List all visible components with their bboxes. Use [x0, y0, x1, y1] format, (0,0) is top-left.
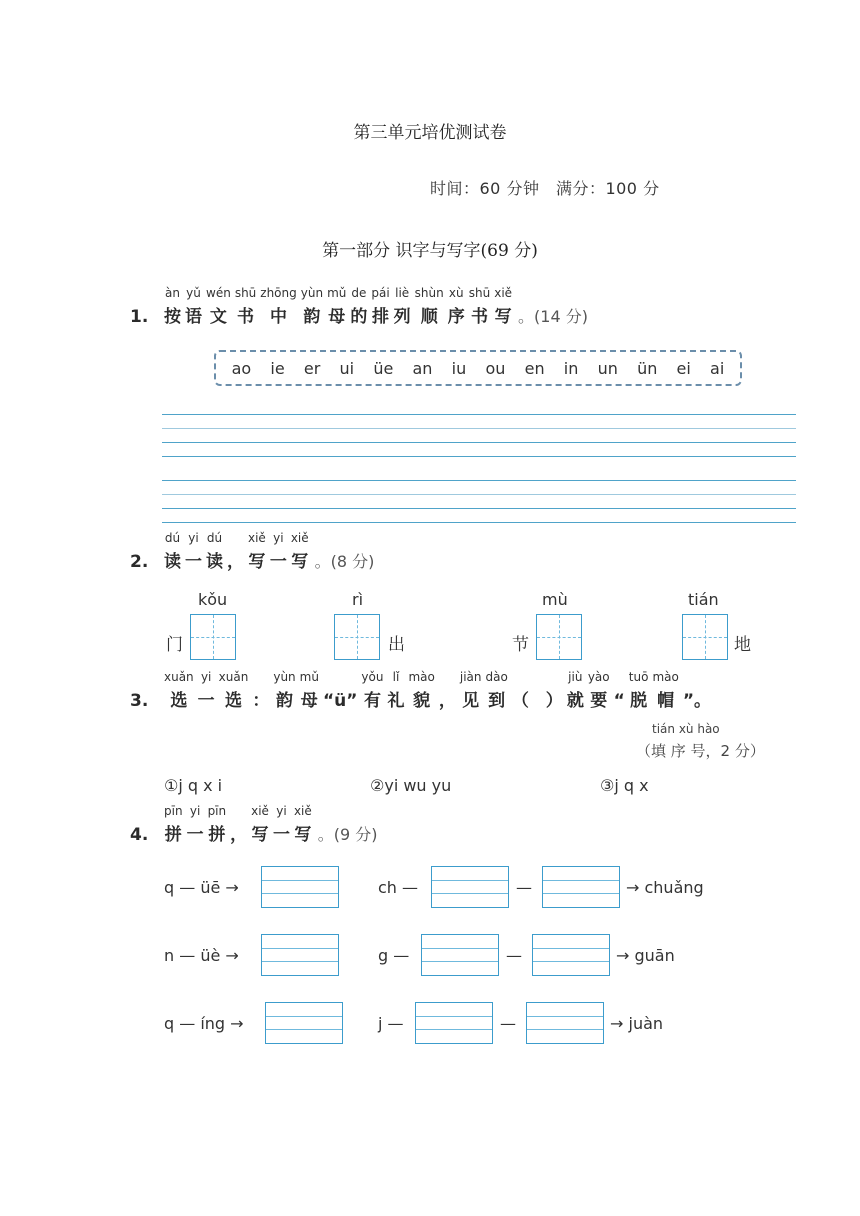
prompt-char — [235, 286, 256, 327]
option-1[interactable]: ①j q x i — [164, 776, 223, 795]
spell-left-label: n — üè → — [164, 946, 239, 965]
char-hanzi: 要 — [590, 691, 608, 711]
prompt-char — [206, 531, 223, 572]
exam-meta: 时间：60 分钟 满分：100 分 — [430, 179, 660, 198]
char-pinyin: yi — [200, 670, 212, 684]
char-pinyin: jiù — [568, 670, 583, 684]
char-pinyin: mào — [408, 670, 435, 684]
item-pinyin: mù — [542, 590, 568, 609]
write-box[interactable] — [542, 866, 620, 908]
final-item: an — [412, 358, 433, 378]
char-pinyin: xiě — [248, 531, 266, 545]
char-pinyin: yùn — [300, 286, 324, 300]
char-pinyin: pīn — [207, 804, 227, 818]
prompt-char — [323, 675, 357, 711]
prompt-char — [185, 286, 202, 327]
char-hanzi: 一 — [185, 552, 202, 572]
char-pinyin: yi — [273, 531, 284, 545]
item-pinyin: rì — [352, 590, 364, 609]
tian-grid-box[interactable] — [190, 614, 236, 660]
char-hanzi: “ — [613, 691, 625, 711]
prompt-char — [230, 804, 247, 845]
prompt-char — [260, 286, 296, 327]
char-hanzi: 顺 — [420, 307, 438, 327]
spell-initial: j — — [378, 1014, 404, 1033]
prompt-char — [227, 531, 244, 572]
spell-dash: — — [516, 878, 532, 897]
prompt-char — [588, 670, 610, 711]
prompt-char — [683, 670, 711, 711]
item-pinyin: tián — [688, 590, 719, 609]
write-box[interactable] — [261, 934, 339, 976]
char-hanzi: 拼 — [164, 825, 182, 845]
hint-text: （填 序 号，2 分） — [636, 742, 765, 760]
item-char: 出 — [388, 635, 405, 655]
char-pinyin: xuǎn — [218, 670, 249, 684]
char-hanzi: 列 — [393, 307, 411, 327]
spell-dash: — — [500, 1014, 516, 1033]
char-hanzi: 见 — [462, 691, 480, 711]
question-number: 1. — [130, 307, 149, 327]
char-hanzi: “ü” — [322, 691, 358, 711]
section-heading: 第一部分 识字与写字(69 分) — [322, 241, 538, 261]
char-pinyin: dú — [206, 531, 223, 545]
char-hanzi: 写 — [248, 552, 266, 572]
prompt-char — [614, 675, 625, 711]
char-pinyin: xiě — [251, 804, 269, 818]
char-pinyin: xiě — [494, 286, 513, 300]
char-hanzi: 书 — [470, 307, 488, 327]
char-pinyin: shū — [468, 286, 491, 300]
tian-grid-box[interactable] — [334, 614, 380, 660]
char-pinyin: xù — [448, 286, 464, 300]
question-score: 。(9 分) — [317, 825, 378, 844]
prompt-char — [185, 531, 202, 572]
final-item: ui — [339, 358, 355, 378]
tian-grid-box[interactable] — [682, 614, 728, 660]
spell-result: → guān — [616, 946, 675, 965]
prompt-char — [512, 670, 563, 711]
char-hanzi: ， — [230, 825, 248, 845]
char-hanzi: 韵 — [276, 691, 293, 711]
char-pinyin: yi — [276, 804, 287, 818]
prompt-char — [652, 670, 678, 711]
prompt-char — [394, 286, 411, 327]
char-pinyin: yùn — [273, 670, 296, 684]
write-box[interactable] — [526, 1002, 604, 1044]
prompt-char — [494, 286, 512, 327]
char-pinyin: pái — [371, 286, 390, 300]
spell-left-label: q — üē → — [164, 878, 239, 897]
final-item: en — [524, 358, 545, 378]
char-pinyin: yi — [189, 804, 201, 818]
spell-left-label: q — íng → — [164, 1014, 244, 1033]
prompt-char — [469, 286, 490, 327]
char-pinyin: dào — [485, 670, 508, 684]
char-hanzi: ”。 — [682, 691, 712, 711]
prompt-char — [361, 670, 383, 711]
char-pinyin: xuǎn — [164, 670, 194, 684]
question-number: 4. — [130, 825, 149, 845]
char-hanzi: 写 — [294, 825, 312, 845]
char-hanzi: 帽 — [657, 691, 675, 711]
write-box[interactable] — [261, 866, 339, 908]
final-item: un — [597, 358, 618, 378]
prompt-char — [350, 286, 367, 327]
char-pinyin: shū — [234, 286, 257, 300]
final-item: in — [563, 358, 579, 378]
final-item: ei — [676, 358, 691, 378]
char-pinyin: xiě — [290, 531, 309, 545]
char-hanzi: 一 — [197, 691, 215, 711]
char-hanzi: 一 — [269, 552, 287, 572]
final-item: er — [303, 358, 321, 378]
prompt-char — [629, 670, 649, 711]
char-hanzi: 选 — [225, 691, 242, 711]
char-pinyin: yào — [587, 670, 610, 684]
spell-initial: ch — — [378, 878, 419, 897]
option-3[interactable]: ③j q x — [600, 776, 649, 795]
char-hanzi: 读 — [164, 552, 181, 572]
final-item: ie — [270, 358, 285, 378]
writing-lines-1[interactable] — [162, 414, 796, 457]
question-number: 3. — [130, 691, 149, 711]
final-item: üe — [373, 358, 394, 378]
char-hanzi: 礼 — [387, 691, 405, 711]
char-hanzi: 按 — [164, 307, 181, 327]
item-char: 节 — [512, 635, 529, 655]
char-hanzi: 貌 — [413, 691, 431, 711]
char-hanzi: 脱 — [630, 691, 648, 711]
prompt-char — [408, 670, 434, 711]
prompt-char — [294, 804, 312, 845]
char-hanzi: 写 — [494, 307, 512, 327]
char-pinyin: yi — [188, 531, 199, 545]
option-2[interactable]: ②yi wu yu — [370, 776, 452, 795]
prompt-char — [273, 670, 295, 711]
prompt-char — [252, 670, 269, 711]
char-pinyin: xiě — [293, 804, 312, 818]
spell-result: → juàn — [610, 1014, 664, 1033]
final-item: ou — [485, 358, 506, 378]
char-pinyin: mǔ — [327, 286, 347, 300]
prompt-char — [460, 670, 482, 711]
char-pinyin: mǔ — [299, 670, 319, 684]
prompt-char — [439, 670, 456, 711]
char-pinyin: tuō — [628, 670, 649, 684]
final-item: ün — [637, 358, 658, 378]
prompt-char — [300, 670, 319, 711]
write-box[interactable] — [532, 934, 610, 976]
prompt-char — [486, 670, 508, 711]
char-pinyin: pīn — [164, 804, 183, 818]
spell-initial: g — — [378, 946, 410, 965]
char-pinyin: yǒu — [361, 670, 384, 684]
char-pinyin: de — [351, 286, 367, 300]
char-hanzi: 母 — [300, 691, 318, 711]
question-score: 。(8 分) — [314, 552, 375, 571]
prompt-char — [248, 531, 266, 572]
prompt-char — [270, 531, 287, 572]
char-hanzi: ， — [227, 552, 244, 572]
prompt-char — [387, 670, 404, 711]
prompt-char — [415, 286, 444, 327]
prompt-char — [206, 286, 231, 327]
write-box[interactable] — [415, 1002, 493, 1044]
question-4-prompt — [130, 804, 378, 845]
question-number: 2. — [130, 552, 149, 572]
prompt-char — [187, 804, 204, 845]
page-title: 第三单元培优测试卷 — [353, 123, 507, 143]
write-box[interactable] — [265, 1002, 343, 1044]
prompt-char — [208, 804, 227, 845]
spell-result: → chuǎng — [626, 878, 704, 897]
spell-dash: — — [506, 946, 522, 965]
finals-box — [214, 350, 742, 386]
char-hanzi: 的 — [350, 307, 368, 327]
char-pinyin: liè — [395, 286, 410, 300]
char-hanzi: 到 — [488, 691, 506, 711]
char-hanzi: 序 — [447, 307, 465, 327]
char-hanzi: 选 — [170, 691, 188, 711]
char-hanzi: （ ） — [511, 691, 563, 711]
char-hanzi: 写 — [251, 825, 269, 845]
char-pinyin: àn — [165, 286, 180, 300]
prompt-char — [219, 670, 249, 711]
char-hanzi: 韵 — [303, 307, 321, 327]
tian-grid-box[interactable] — [536, 614, 582, 660]
prompt-char — [164, 286, 181, 327]
char-pinyin: jiàn — [459, 670, 482, 684]
final-item: ao — [231, 358, 252, 378]
char-hanzi: 语 — [185, 307, 202, 327]
char-hanzi: 中 — [270, 307, 288, 327]
final-item: iu — [451, 358, 467, 378]
prompt-char — [164, 804, 183, 845]
char-pinyin: zhōng — [260, 286, 297, 300]
prompt-char — [448, 286, 465, 327]
char-hanzi: ： — [252, 691, 270, 711]
prompt-char — [301, 286, 323, 327]
char-pinyin: mào — [652, 670, 679, 684]
question-score: 。(14 分) — [518, 307, 588, 326]
char-hanzi: 就 — [566, 691, 584, 711]
char-pinyin: yǔ — [186, 286, 201, 300]
char-hanzi: 母 — [328, 307, 346, 327]
char-pinyin: dú — [164, 531, 181, 545]
char-hanzi: 书 — [237, 307, 255, 327]
prompt-char — [291, 531, 309, 572]
prompt-char — [164, 531, 181, 572]
char-hanzi: ， — [438, 691, 456, 711]
char-pinyin: shùn — [414, 286, 444, 300]
prompt-char — [198, 670, 215, 711]
write-box[interactable] — [421, 934, 499, 976]
prompt-char — [371, 286, 389, 327]
prompt-char — [273, 804, 290, 845]
question-3-prompt — [130, 670, 715, 711]
char-hanzi: 一 — [186, 825, 204, 845]
write-box[interactable] — [431, 866, 509, 908]
char-hanzi: 写 — [291, 552, 309, 572]
item-pinyin: kǒu — [198, 590, 228, 609]
final-item: ai — [710, 358, 725, 378]
prompt-char — [251, 804, 269, 845]
prompt-char — [327, 286, 346, 327]
char-hanzi: 读 — [206, 552, 223, 572]
char-hanzi: 一 — [272, 825, 290, 845]
char-hanzi: 有 — [363, 691, 381, 711]
question-1-prompt — [130, 286, 588, 327]
char-hanzi: 拼 — [208, 825, 226, 845]
char-hanzi: 文 — [209, 307, 227, 327]
writing-lines-2[interactable] — [162, 480, 796, 523]
char-hanzi: 排 — [372, 307, 390, 327]
item-char: 地 — [734, 635, 751, 655]
char-pinyin: lǐ — [392, 670, 400, 684]
char-pinyin: wén — [206, 286, 231, 300]
item-char: 门 — [166, 635, 183, 655]
hint-pinyin: tián xù hào — [652, 722, 720, 736]
prompt-char — [567, 670, 584, 711]
question-2-prompt — [130, 531, 374, 572]
prompt-char — [164, 670, 194, 711]
